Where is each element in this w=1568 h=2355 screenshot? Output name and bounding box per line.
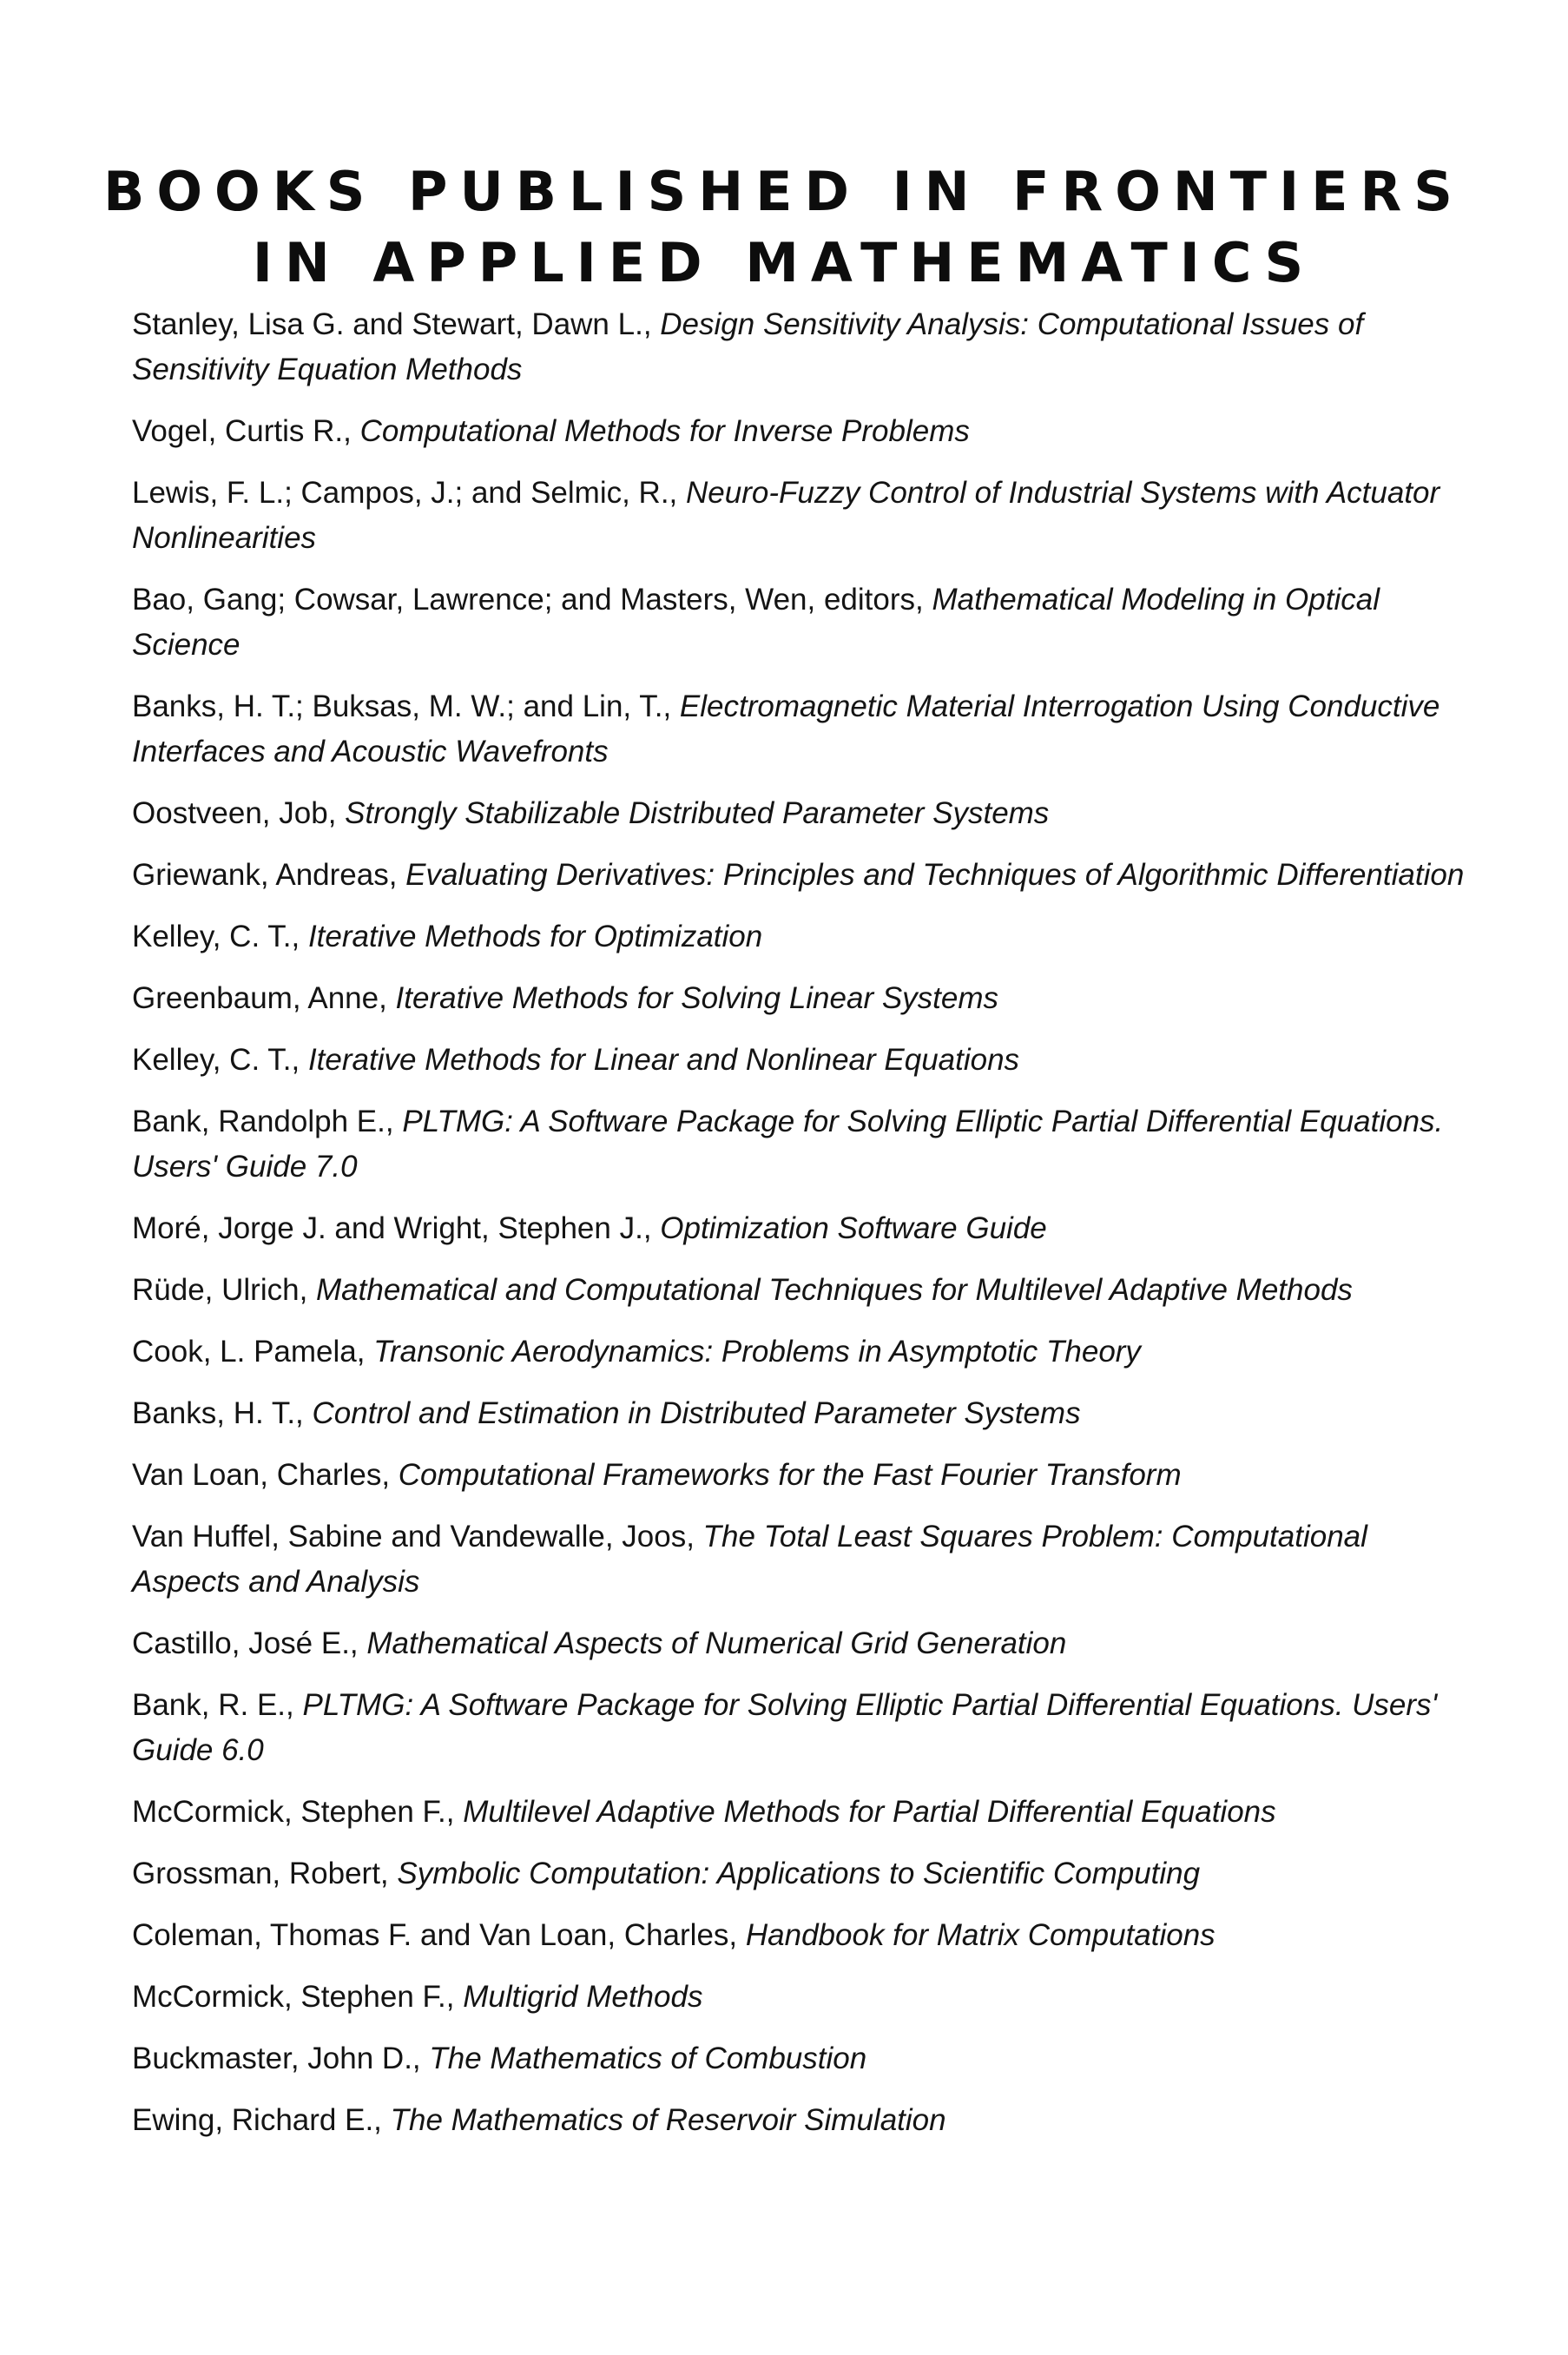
book-entry	[132, 1206, 1469, 1251]
book-author: Vogel, Curtis R.,	[132, 414, 360, 448]
book-entry	[132, 1790, 1469, 1835]
book-title: Neuro-Fuzzy Control of Industrial Systems with Actuator Nonlinearities	[132, 476, 1440, 555]
book-entry	[132, 1453, 1469, 1498]
book-title: Design Sensitivity Analysis: Computational Issues of Sensitivity Equation Methods	[132, 307, 1364, 386]
book-title: Mathematical Modeling in Optical Science	[132, 583, 1380, 662]
book-author: Castillo, José E.,	[132, 1626, 367, 1660]
book-entry	[132, 1514, 1469, 1605]
book-title: Multigrid Methods	[463, 1980, 703, 2014]
book-title: The Mathematics of Reservoir Simulation	[390, 2103, 946, 2137]
book-entry	[132, 2036, 1469, 2081]
book-list	[132, 302, 1469, 2160]
book-entry	[132, 1683, 1469, 1773]
book-title: Evaluating Derivatives: Principles and Techniques of Algorithmic Differentiation	[405, 858, 1465, 892]
book-author: Van Huffel, Sabine and Vandewalle, Joos,	[132, 1520, 703, 1554]
book-author: Van Loan, Charles,	[132, 1458, 399, 1492]
book-title: Electromagnetic Material Interrogation Using Conductive Interfaces and Acoustic Wavefronts	[132, 689, 1440, 769]
book-title: The Total Least Squares Problem: Computational Aspects and Analysis	[132, 1520, 1367, 1599]
book-title: Iterative Methods for Optimization	[307, 920, 763, 953]
book-author: Banks, H. T.; Buksas, M. W.; and Lin, T.,	[132, 689, 680, 723]
book-title: PLTMG: A Software Package for Solving Elliptic Partial Differential Equations. Users' Guide 6.0	[132, 1688, 1438, 1767]
book-entry	[132, 1329, 1469, 1375]
book-title: Control and Estimation in Distributed Parameter Systems	[312, 1396, 1081, 1430]
book-title: Mathematical and Computational Techniques for Multilevel Adaptive Methods	[316, 1273, 1353, 1307]
book-author: McCormick, Stephen F.,	[132, 1980, 464, 2014]
book-author: Griewank, Andreas,	[132, 858, 406, 892]
book-entry	[132, 684, 1469, 775]
heading-line-2: IN APPLIED MATHEMATICS	[252, 230, 1316, 294]
book-author: McCormick, Stephen F.,	[132, 1795, 464, 1829]
book-author: Moré, Jorge J. and Wright, Stephen J.,	[132, 1211, 661, 1245]
book-author: Buckmaster, John D.,	[132, 2042, 430, 2075]
book-title: Handbook for Matrix Computations	[745, 1918, 1216, 1952]
book-author: Coleman, Thomas F. and Van Loan, Charles,	[132, 1918, 746, 1952]
book-entry	[132, 1099, 1469, 1190]
book-title: Transonic Aerodynamics: Problems in Asymptotic Theory	[373, 1335, 1141, 1369]
book-author: Banks, H. T.,	[132, 1396, 313, 1430]
book-entry	[132, 577, 1469, 668]
book-entry	[132, 914, 1469, 960]
book-title: Strongly Stabilizable Distributed Parameter Systems	[345, 796, 1050, 830]
book-author: Bao, Gang; Cowsar, Lawrence; and Masters, Wen, editors,	[132, 583, 932, 617]
book-entry	[132, 471, 1469, 561]
page-heading	[0, 156, 1568, 299]
book-entry	[132, 302, 1469, 392]
book-entry	[132, 1913, 1469, 1958]
book-author: Kelley, C. T.,	[132, 1043, 308, 1077]
book-entry	[132, 1038, 1469, 1083]
book-title: Multilevel Adaptive Methods for Partial Differential Equations	[463, 1795, 1276, 1829]
book-entry	[132, 2098, 1469, 2143]
book-author: Bank, R. E.,	[132, 1688, 303, 1722]
book-author: Kelley, C. T.,	[132, 920, 308, 953]
book-author: Greenbaum, Anne,	[132, 981, 396, 1015]
book-author: Lewis, F. L.; Campos, J.; and Selmic, R.,	[132, 476, 686, 510]
book-author: Cook, L. Pamela,	[132, 1335, 374, 1369]
heading-line-1: BOOKS PUBLISHED IN FRONTIERS	[103, 159, 1465, 223]
book-entry	[132, 853, 1469, 898]
book-author: Stanley, Lisa G. and Stewart, Dawn L.,	[132, 307, 661, 341]
book-title: Mathematical Aspects of Numerical Grid Generation	[366, 1626, 1067, 1660]
book-entry	[132, 1268, 1469, 1313]
book-entry	[132, 976, 1469, 1021]
book-title: Optimization Software Guide	[660, 1211, 1047, 1245]
book-entry	[132, 409, 1469, 454]
book-author: Rüde, Ulrich,	[132, 1273, 317, 1307]
book-entry	[132, 791, 1469, 836]
book-author: Grossman, Robert,	[132, 1857, 398, 1890]
book-title: Computational Methods for Inverse Problems	[359, 414, 970, 448]
book-author: Ewing, Richard E.,	[132, 2103, 391, 2137]
book-entry	[132, 1621, 1469, 1666]
book-entry	[132, 1975, 1469, 2020]
book-title: Symbolic Computation: Applications to Scientific Computing	[397, 1857, 1201, 1890]
book-author: Bank, Randolph E.,	[132, 1105, 403, 1138]
book-author: Oostveen, Job,	[132, 796, 346, 830]
book-title: Iterative Methods for Linear and Nonlinear Equations	[307, 1043, 1020, 1077]
book-title: Computational Frameworks for the Fast Fourier Transform	[398, 1458, 1182, 1492]
book-title: Iterative Methods for Solving Linear Systems	[395, 981, 999, 1015]
book-entry	[132, 1391, 1469, 1436]
book-title: PLTMG: A Software Package for Solving Elliptic Partial Differential Equations. Users' Guide 7.0	[132, 1105, 1444, 1184]
book-entry	[132, 1851, 1469, 1897]
book-title: The Mathematics of Combustion	[429, 2042, 867, 2075]
